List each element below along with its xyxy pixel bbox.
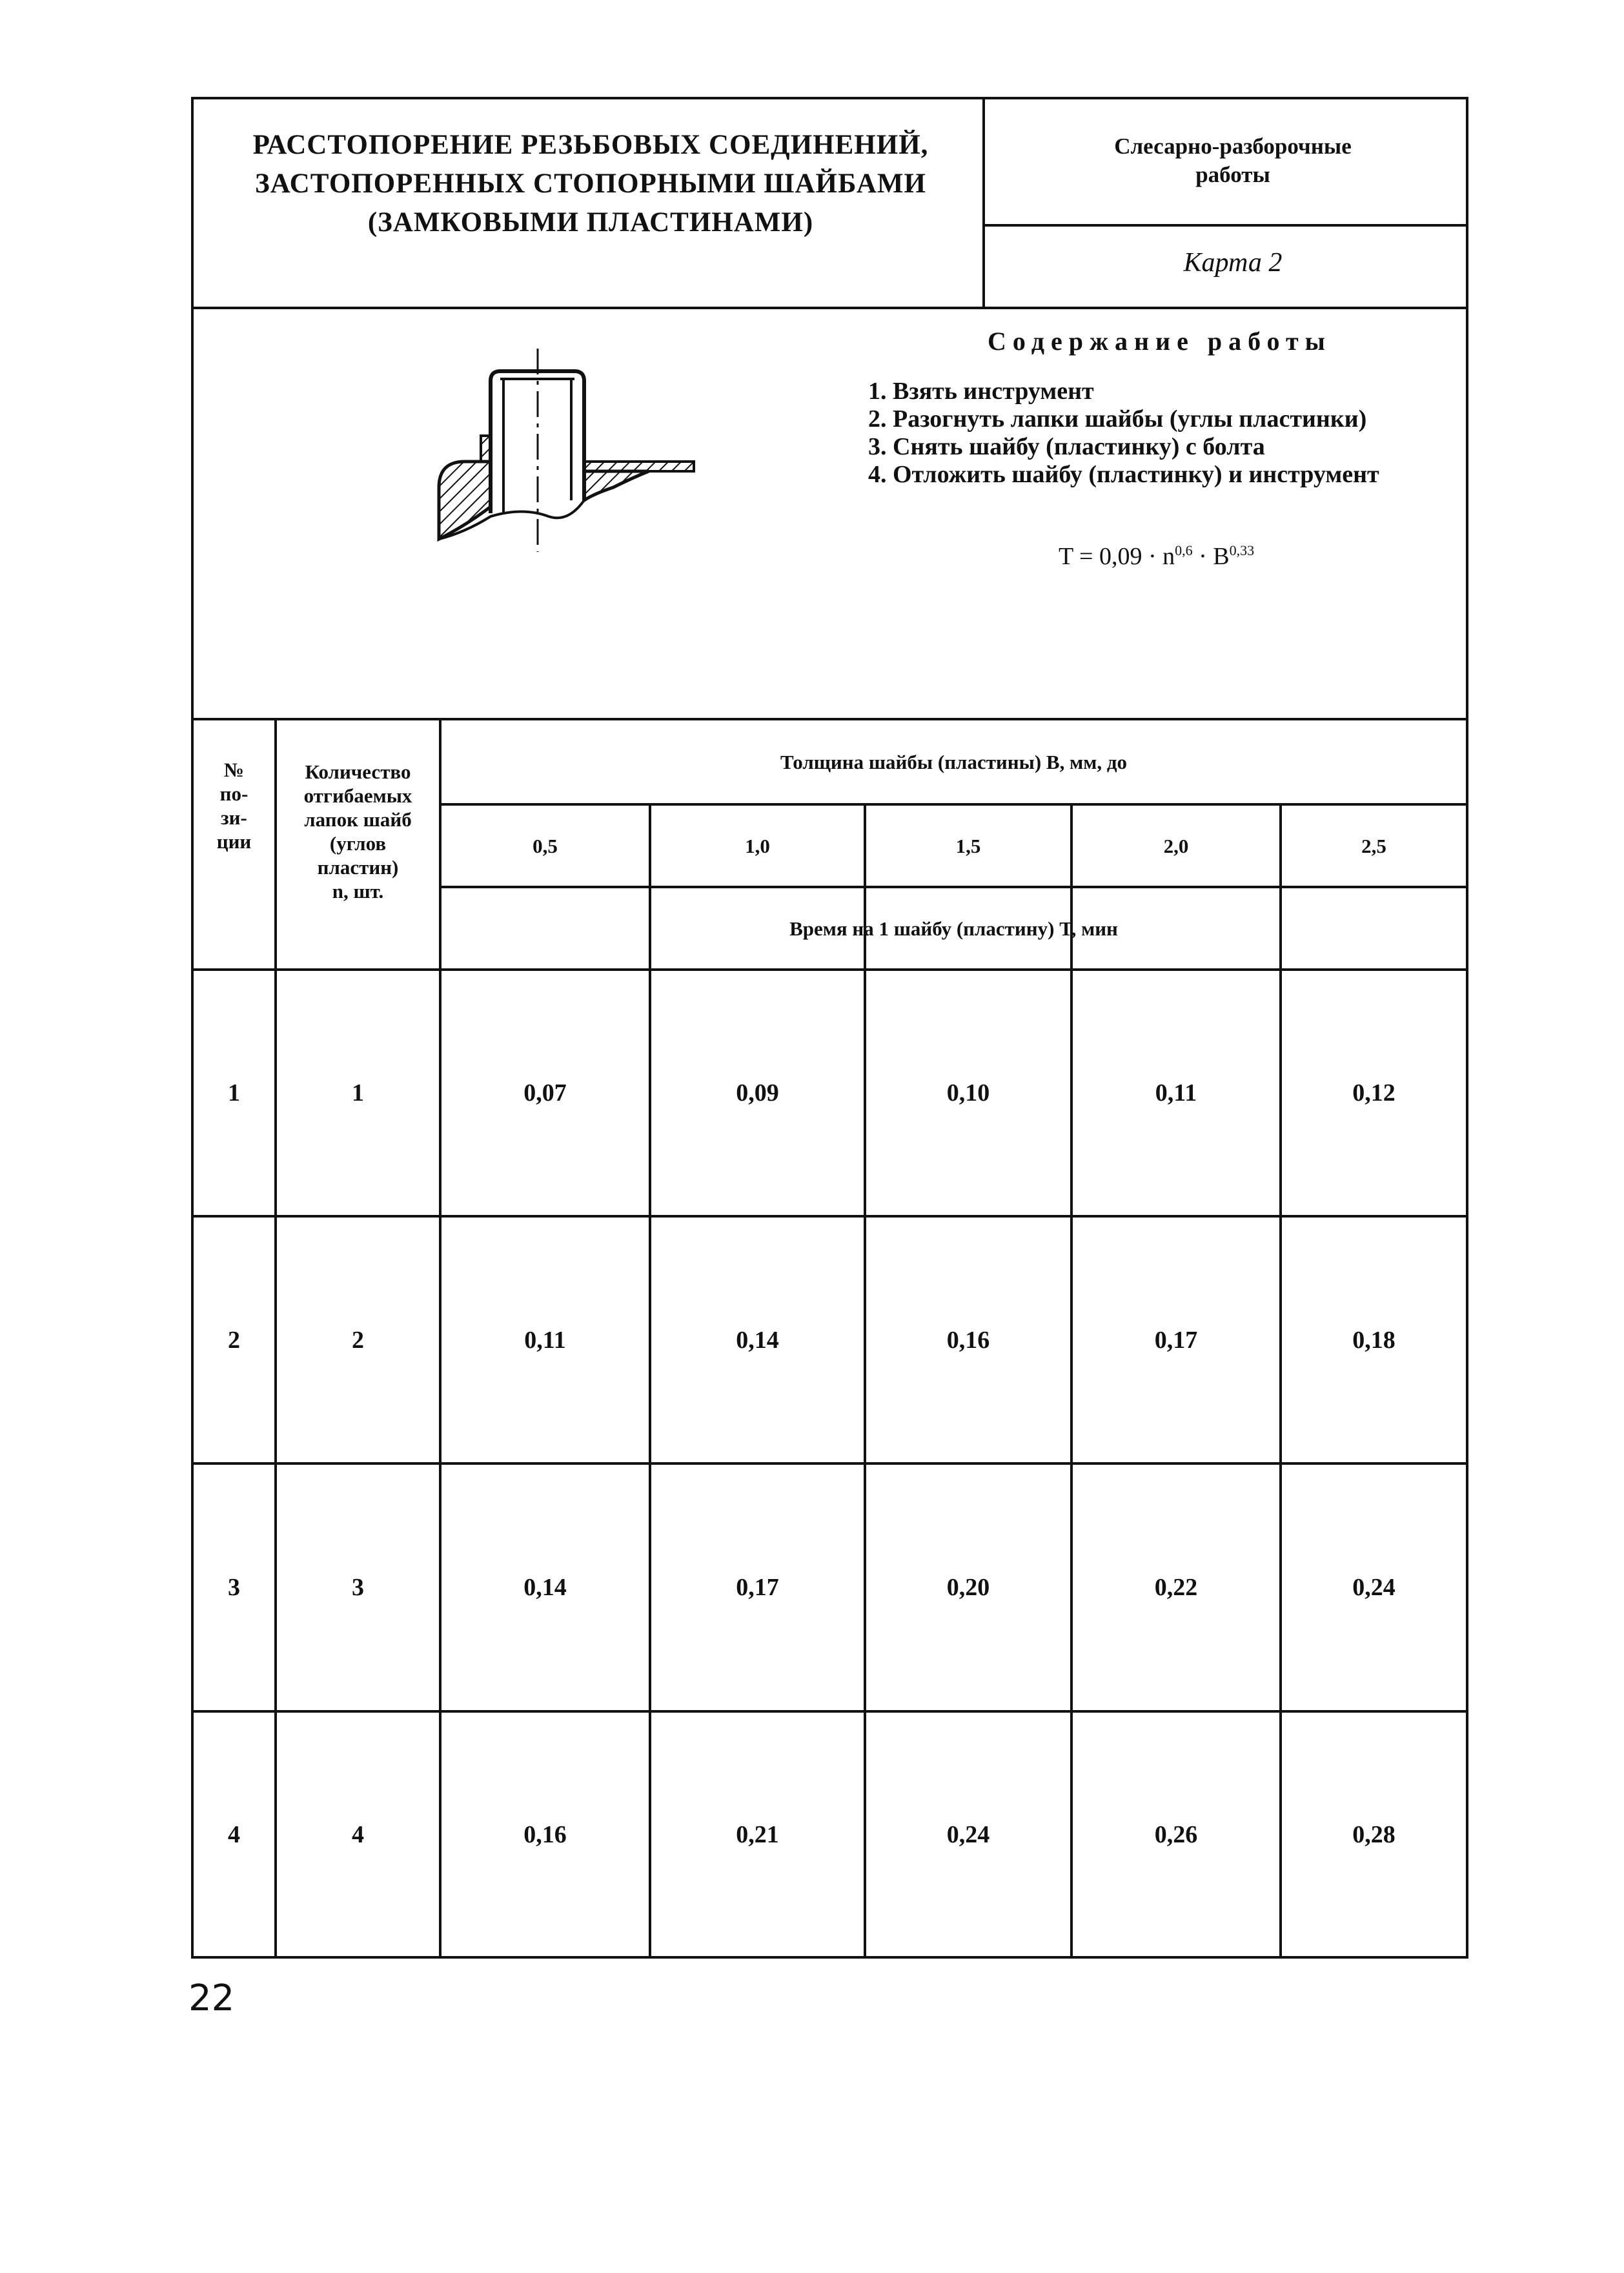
document-title [213,126,968,242]
page-number: 22 [188,1977,235,2019]
title-line-2: ЗАСТОПОРЕННЫХ СТОПОРНЫМИ ШАЙБАМИ [255,168,926,199]
row-3-value-4: 0,22 [1154,1574,1198,1601]
header-time: Время на 1 шайбу (пластину) T, мин [789,917,1118,940]
category-line-2: работы [1195,162,1270,187]
formula-exponent-b: 0,33 [1229,542,1255,558]
header-position-line-2: по- [219,782,249,805]
thickness-value-1: 0,5 [533,834,558,857]
header-position-line-4: ции [216,830,252,853]
thickness-value-5: 2,5 [1361,834,1386,857]
row-4-value-3: 0,24 [946,1820,990,1848]
row-4-value-1: 0,16 [523,1820,567,1848]
header-count-line-3: лапок шайб [304,808,412,831]
row-2-value-3: 0,16 [946,1326,990,1354]
bolt-washer-drawing [420,339,704,552]
row-4-value-2: 0,21 [736,1820,779,1848]
work-step-3: 3. Снять шайбу (пластинку) с болта [868,433,1265,460]
row-3-value-3: 0,20 [946,1574,990,1601]
row-1-value-2: 0,09 [736,1079,779,1106]
washer-tab-left [481,436,491,462]
row-1-position: 1 [228,1079,240,1106]
row-3-value-1: 0,14 [523,1574,567,1601]
row-1-value-3: 0,10 [946,1079,990,1106]
header-count [277,748,439,915]
header-count-line-6: n, шт. [332,880,384,902]
time-formula [1059,542,1254,571]
thickness-value-4: 2,0 [1163,834,1189,857]
row-2-count: 2 [352,1326,364,1354]
header-position-line-3: зи- [221,806,247,829]
row-2-position: 2 [228,1326,240,1354]
row-3-value-2: 0,17 [736,1574,779,1601]
row-1-count: 1 [352,1079,364,1106]
row-3-value-5: 0,24 [1352,1574,1396,1601]
header-divider [982,97,985,309]
header-category-divider [982,224,1468,227]
row-1-value-1: 0,07 [523,1079,567,1106]
row-2-value-4: 0,17 [1154,1326,1198,1354]
title-line-1: РАССТОПОРЕНИЕ РЕЗЬБОВЫХ СОЕДИНЕНИЙ, [252,130,929,160]
row-2-value-2: 0,14 [736,1326,779,1354]
work-category [994,132,1472,189]
row-4-position: 4 [228,1820,240,1848]
header-position-line-1: № [223,759,245,781]
header-count-line-1: Количество [305,760,411,783]
row-2-value-5: 0,18 [1352,1326,1396,1354]
header-position [194,748,274,864]
work-steps-list [868,378,1449,489]
row-4-value-5: 0,28 [1352,1820,1396,1848]
header-bottom-line [191,307,1468,309]
row-3-count: 3 [352,1574,364,1601]
row-1-value-5: 0,12 [1352,1079,1396,1106]
base-part-left [439,462,491,539]
header-thickness: Толщина шайбы (пластины) B, мм, до [780,750,1128,773]
row-4-value-4: 0,26 [1154,1820,1198,1848]
work-step-2: 2. Разогнуть лапки шайбы (углы пластинки) [868,405,1367,433]
formula-base: T = 0,09 · n [1059,543,1175,570]
row-4-count: 4 [352,1820,364,1848]
base-part-right [584,471,649,500]
header-count-line-4: (углов [329,832,387,855]
card-number: Карта 2 [1183,248,1283,278]
formula-exponent-n: 0,6 [1175,542,1193,558]
formula-mid: · B [1192,543,1230,570]
thickness-value-2: 1,0 [745,834,770,857]
header-count-line-2: отгибаемых [303,784,412,807]
category-line-1: Слесарно-разборочные [1114,134,1352,159]
title-line-3: (ЗАМКОВЫМИ ПЛАСТИНАМИ) [367,207,814,238]
row-1-value-4: 0,11 [1155,1079,1197,1106]
header-count-line-5: пластин) [317,856,399,879]
row-2-value-1: 0,11 [524,1326,566,1354]
work-step-4: 4. Отложить шайбу (пластинку) и инструмент [868,461,1379,488]
row-3-position: 3 [228,1574,240,1601]
work-content-heading: Содержание работы [988,327,1332,356]
thickness-value-3: 1,5 [955,834,981,857]
work-step-1: 1. Взять инструмент [868,378,1094,405]
